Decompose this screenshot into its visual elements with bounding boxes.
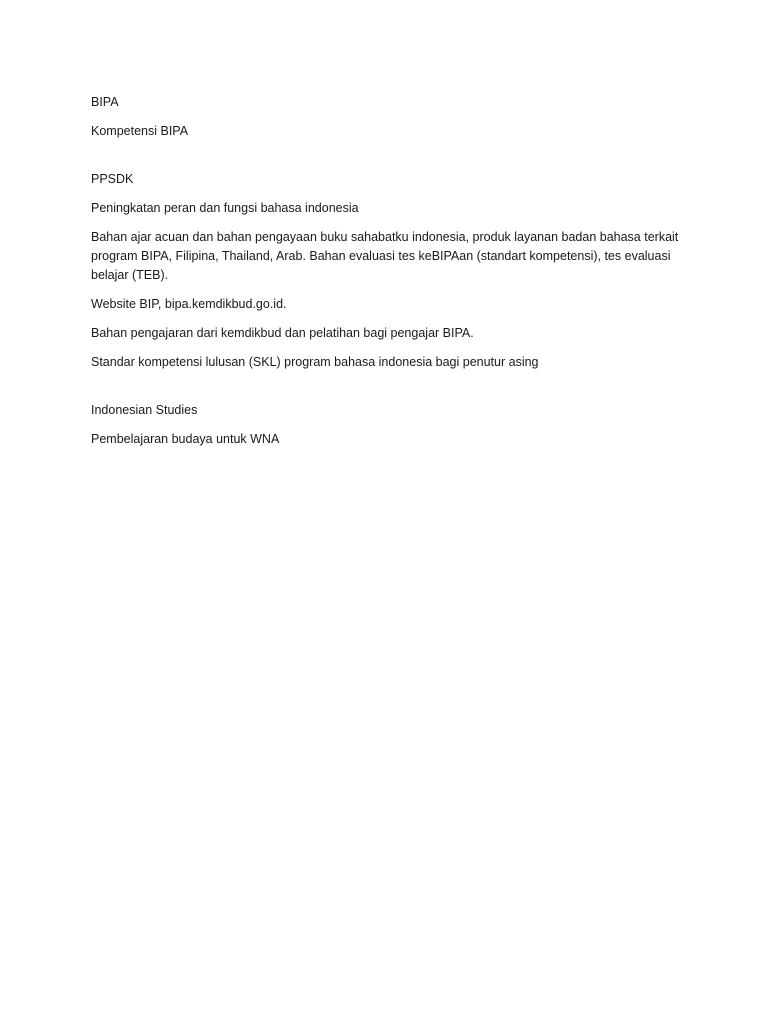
- paragraph-heading-bipa: BIPA: [91, 95, 119, 109]
- paragraph-bahan-ajar: Bahan ajar acuan dan bahan pengayaan buku sahabatku indonesia, produk layanan badan bahasa terkait program BIPA, Filipina, Thailand, Arab. Bahan evaluasi tes keBIPAan (standart kompetensi), tes evaluasi belajar (TEB).: [91, 230, 679, 282]
- paragraph-heading-indonesian-studies: Indonesian Studies: [91, 403, 198, 417]
- paragraph-kompetensi-bipa: Kompetensi BIPA: [91, 124, 189, 138]
- document-body: [91, 93, 691, 459]
- paragraph-peningkatan: Peningkatan peran dan fungsi bahasa indonesia: [91, 201, 359, 215]
- paragraph-website: Website BIP, bipa.kemdikbud.go.id.: [91, 297, 287, 311]
- paragraph-bahan-pengajaran: Bahan pengajaran dari kemdikbud dan pelatihan bagi pengajar BIPA.: [91, 326, 474, 340]
- paragraph-heading-ppsdk: PPSDK: [91, 172, 134, 186]
- paragraph-pembelajaran-budaya: Pembelajaran budaya untuk WNA: [91, 432, 280, 446]
- paragraph-standar-kompetensi: Standar kompetensi lulusan (SKL) program bahasa indonesia bagi penutur asing: [91, 355, 539, 369]
